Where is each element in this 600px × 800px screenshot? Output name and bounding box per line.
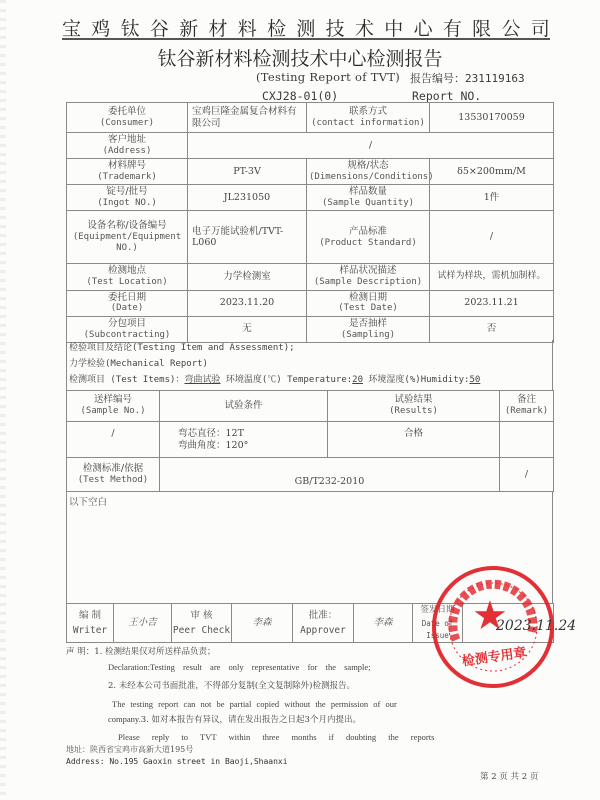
label-en: Writer [72, 624, 108, 636]
peer-check-signature: 李森 [232, 604, 293, 643]
conditions-value [160, 422, 328, 458]
assessment-section [66, 340, 553, 390]
bend-diameter: 弯芯直径：12T [178, 427, 244, 439]
declaration-item2-en: The testing report can not be partial copied without the permission of our [112, 699, 397, 709]
report-number-label: 报告编号： [410, 72, 465, 85]
label-en: (Trademark) [97, 172, 157, 182]
company-char: 有 [442, 18, 462, 40]
company-char: 技 [325, 18, 345, 40]
label-en: (Sample Quantity) [321, 198, 415, 209]
subcontracting-value: 无 [188, 316, 307, 342]
quantity-value: 1件 [430, 185, 554, 211]
issue-date-handwritten: 2023.11.24 [496, 618, 577, 634]
dimensions-value: δ5×200mm/M [430, 159, 554, 185]
sample-no-header [67, 391, 160, 422]
method-remark: / [500, 458, 554, 492]
mechanical-report-heading: 力学检验(Mechanical Report) [69, 359, 208, 369]
approver-signature: 李森 [354, 604, 413, 643]
row-consumer [67, 103, 554, 133]
page-number: 第 2 页 共 2 页 [480, 772, 539, 782]
label-en: (Consumer) [99, 117, 155, 128]
blank-note: 以下空白 [69, 497, 108, 508]
humidity-value: 50 [469, 375, 481, 385]
trademark-label [67, 159, 188, 185]
label-en: (Test Location) [86, 277, 168, 288]
row-location [67, 264, 554, 290]
company-char: 检 [267, 18, 287, 40]
header-en: (Sample No.) [80, 406, 146, 417]
stamp-text: 检测专用章 [461, 645, 528, 670]
test-item-value: 弯曲试验 [184, 375, 221, 385]
results-row [67, 422, 554, 458]
company-char: 限 [472, 18, 492, 40]
item2-en-tail: company. [108, 714, 141, 724]
report-number-value: 231119163 [465, 72, 525, 85]
label-en: (Sampling) [340, 329, 396, 340]
consumer-value: 宝鸡巨隆金属复合材料有限公司 [188, 103, 307, 133]
row-ingot [67, 185, 554, 211]
label-en: Peer Check [172, 624, 231, 636]
writer-signature: 王小吉 [114, 604, 172, 643]
company-char: 鸡 [91, 18, 111, 40]
label-en: (Address) [102, 145, 152, 156]
results-header-row [67, 391, 554, 422]
bend-angle: 弯曲角度：120° [178, 439, 249, 451]
label-en: (Product Standard) [319, 237, 417, 248]
declaration-item3-line [108, 713, 361, 725]
item1-cn: 1. 检测结果仅对所送样品负责； [94, 647, 216, 657]
company-name [62, 14, 550, 40]
company-char: 中 [384, 18, 404, 40]
equipment-label [67, 211, 188, 264]
row-date [67, 290, 554, 316]
company-char: 公 [501, 18, 521, 40]
label-cn: 联系方式 [348, 105, 387, 117]
dimensions-label [307, 159, 434, 185]
address-value: / [188, 133, 554, 159]
results-header [328, 391, 500, 422]
label-cn: 样品状况描述 [339, 265, 397, 277]
label-cn: 规格/状态 [347, 160, 389, 172]
declaration-item3-en: Please reply to TVT within three months if doubting the reports [118, 732, 435, 742]
date-label [67, 290, 188, 316]
label-en: (Equipment/Equipment NO.) [72, 232, 182, 254]
info-table [66, 102, 554, 343]
results-table [66, 390, 554, 492]
company-char: 宝 [62, 18, 82, 40]
label-cn: 委托单位 [107, 105, 146, 117]
remark-header [500, 391, 554, 422]
test-items-line [69, 372, 552, 388]
footer-address-en: Address: No.195 Gaoxin street in Baoji,Shaanxi [66, 757, 288, 766]
row-subcontracting [67, 316, 554, 342]
contact-label [307, 103, 430, 133]
address-label [67, 133, 188, 159]
equipment-value: 电子万能试验机/TVT-L060 [188, 211, 307, 264]
header-en: (Remark) [504, 406, 549, 417]
assessment-heading: 检验项目及结论(Testing Item and Assessment); [69, 343, 295, 353]
footer-address-cn: 地址：陕西省宝鸡市高新大道195号 [66, 745, 194, 754]
header-cn: 送样编号 [93, 394, 132, 406]
method-row [67, 458, 554, 492]
company-char: 心 [413, 18, 433, 40]
label-en: (Date) [110, 303, 144, 314]
report-number [410, 70, 525, 86]
label-en: Date of Issue [421, 618, 454, 640]
sampling-value: 否 [430, 316, 554, 342]
scan-edge [0, 0, 6, 800]
location-label [67, 264, 188, 290]
label-cn: 材料牌号 [107, 160, 146, 172]
test-date-label [307, 290, 430, 316]
label-en: (Sample Description) [313, 277, 423, 288]
company-char: 司 [530, 18, 550, 40]
ingot-value: JL231050 [188, 185, 307, 211]
label-cn: 样品数量 [348, 186, 387, 198]
peer-check-label [172, 604, 232, 643]
description-value: 试样为样块，需机加制样。 [430, 264, 554, 290]
label-en: Approver [300, 624, 346, 636]
report-title: 钛谷新材料检测技术中心检测报告 [157, 48, 443, 70]
label-en: (Dimensions/Conditions) [309, 172, 434, 182]
label-cn: 锭号/批号 [106, 186, 148, 198]
standard-label [307, 211, 430, 264]
header-en: (Results) [389, 406, 438, 417]
declaration-item1-en: Declaration:Testing result are only representative for the sample; [108, 662, 371, 672]
label-cn: 编 制 [78, 609, 102, 621]
row-equipment [67, 211, 554, 264]
result-value: 合格 [328, 422, 500, 458]
label-cn: 产品标准 [348, 225, 387, 237]
method-value: GB/T232-2010 [160, 458, 500, 492]
label-cn: 客户地址 [107, 134, 146, 145]
label-cn: 是否抽样 [348, 317, 387, 329]
label-cn: 检测日期 [348, 291, 387, 303]
company-char: 测 [296, 18, 316, 40]
standard-value: / [430, 211, 554, 264]
report-number-en: Report NO. [412, 89, 482, 103]
company-char: 钛 [120, 18, 140, 40]
test-items-label: 检测项目 (Test Items)： [69, 375, 185, 385]
label-en: (Subcontracting) [83, 329, 171, 340]
label-en: (Test Method) [77, 474, 149, 485]
location-value: 力学检测室 [188, 264, 307, 290]
method-label [67, 458, 160, 492]
trademark-value: PT-3V [188, 159, 307, 185]
company-char: 术 [354, 18, 374, 40]
label-cn: 检测地点 [107, 265, 146, 277]
label-cn: 委托日期 [107, 291, 146, 303]
date-value: 2023.11.20 [188, 290, 307, 316]
approver-label [293, 604, 354, 643]
temperature-value: 20 [352, 375, 364, 385]
label-en: (Test Date) [338, 303, 398, 314]
label-en: (Ingot NO.) [97, 198, 157, 209]
contact-value: 13530170059 [430, 103, 554, 133]
company-char: 料 [237, 18, 257, 40]
conditions-header: 试验条件 [160, 391, 328, 422]
remark-value [500, 422, 554, 458]
label-cn: 批准： [308, 609, 338, 621]
humidity-label: 环境湿度(%)Humidity: [363, 375, 470, 385]
description-label [307, 264, 430, 290]
test-date-value: 2023.11.21 [430, 290, 554, 316]
form-code: CXJ28-01(0) [262, 89, 339, 103]
declaration-label: 声 明： [66, 647, 95, 657]
consumer-label [67, 103, 188, 133]
label-cn: 检测标准/依据 [82, 462, 144, 474]
report-subtitle-en: (Testing Report of TVT) [256, 70, 401, 84]
subcontracting-label [67, 316, 188, 342]
company-char: 谷 [149, 18, 169, 40]
ingot-label [67, 185, 188, 211]
official-stamp [432, 566, 577, 688]
company-char: 新 [179, 18, 199, 40]
temperature-label: 环境温度(℃) Temperature: [220, 375, 353, 385]
row-address [67, 133, 554, 159]
declaration-item1-cn [66, 645, 216, 657]
label-en: (contact information) [311, 117, 425, 128]
label-cn: 设备名称/设备编号 [87, 220, 167, 232]
declaration-item2-cn: 2. 未经本公司书面批准，不得部分复制(全文复制除外)检测报告。 [108, 681, 355, 691]
label-cn: 签发日期 [420, 605, 455, 615]
sample-no-value: / [67, 422, 160, 458]
quantity-label [307, 185, 430, 211]
label-cn: 分包项目 [107, 317, 146, 329]
star-icon: ★ [472, 593, 508, 639]
label-cn: 审 核 [190, 609, 213, 621]
writer-label [67, 604, 114, 643]
company-char: 材 [208, 18, 228, 40]
header-cn: 备注 [516, 394, 536, 406]
item3-cn: 3. 如对本报告有异议，请在发出报告之日起3个月内提出。 [140, 715, 361, 725]
row-trademark [67, 159, 554, 185]
header-cn: 试验结果 [394, 394, 433, 406]
sampling-label [307, 316, 430, 342]
